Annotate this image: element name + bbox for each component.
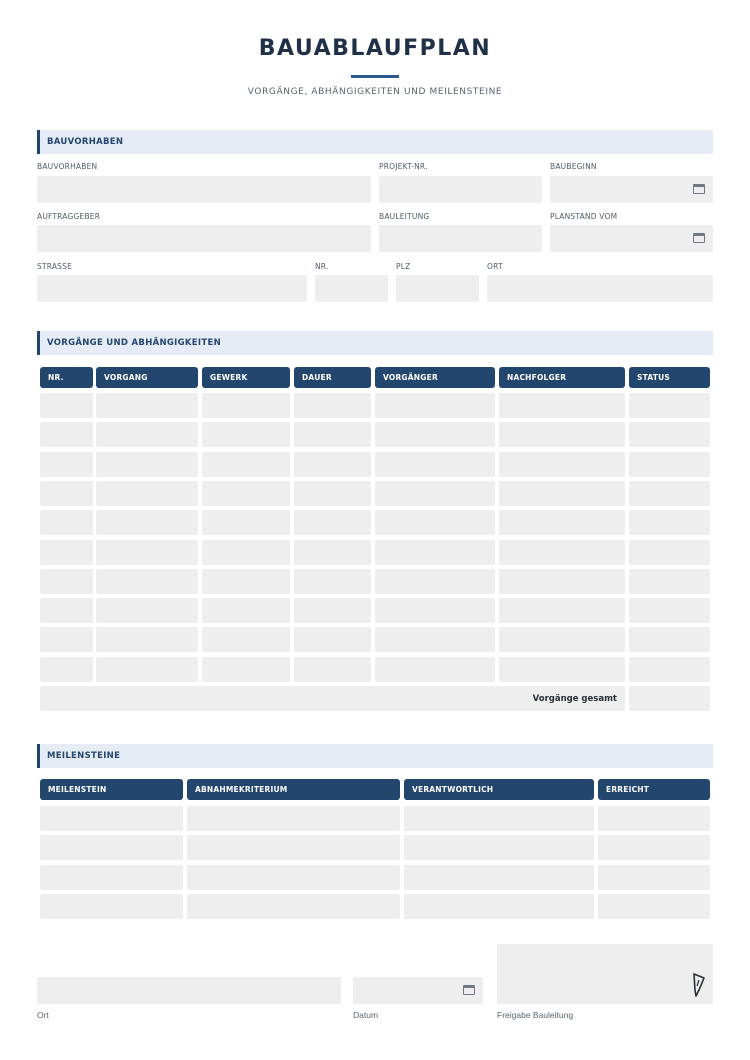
table-row-cell[interactable]	[629, 627, 710, 652]
calendar-icon[interactable]	[693, 233, 705, 243]
table-row-cell[interactable]	[629, 569, 710, 594]
total-value-field[interactable]	[629, 686, 710, 711]
section-header-vorgaenge	[37, 331, 713, 355]
milestone-row-cell[interactable]	[187, 806, 400, 831]
table-row-cell[interactable]	[629, 598, 710, 623]
table-row-cell[interactable]	[40, 422, 93, 447]
table-row-cell[interactable]	[375, 540, 495, 565]
table-row-cell[interactable]	[499, 657, 625, 682]
auftraggeber-field[interactable]	[37, 225, 371, 252]
section-title: MEILENSTEINE	[47, 751, 121, 761]
table-row-cell[interactable]	[499, 393, 625, 418]
column-header-label: VORGANG	[104, 373, 148, 382]
column-header	[629, 367, 710, 388]
nr-field[interactable]	[315, 275, 388, 302]
column-header	[375, 367, 495, 388]
table-row-cell[interactable]	[96, 481, 198, 506]
total-row	[40, 686, 625, 711]
datum-label: Datum	[353, 1010, 379, 1020]
column-header-label: GEWERK	[210, 373, 248, 382]
section-title: VORGÄNGE UND ABHÄNGIGKEITEN	[47, 338, 221, 348]
table-row-cell[interactable]	[96, 657, 198, 682]
calendar-icon[interactable]	[463, 985, 475, 995]
table-row-cell[interactable]	[202, 452, 290, 477]
plz-field[interactable]	[396, 275, 479, 302]
table-row-cell[interactable]	[294, 393, 371, 418]
table-row-cell[interactable]	[499, 422, 625, 447]
table-row-cell[interactable]	[375, 598, 495, 623]
table-row-cell[interactable]	[294, 422, 371, 447]
table-row-cell[interactable]	[96, 569, 198, 594]
column-header-label: DAUER	[302, 373, 332, 382]
table-row-cell[interactable]	[375, 569, 495, 594]
table-row-cell[interactable]	[375, 657, 495, 682]
column-header-label: ABNAHMEKRITERIUM	[195, 785, 288, 794]
table-row-cell[interactable]	[375, 510, 495, 535]
label-bauleitung: BAULEITUNG	[379, 212, 430, 221]
table-row-cell[interactable]	[294, 452, 371, 477]
column-header-label: MEILENSTEIN	[48, 785, 107, 794]
title-divider	[351, 75, 399, 78]
column-header-label: NR.	[48, 373, 64, 382]
milestone-row-cell[interactable]	[404, 894, 594, 919]
table-row-cell[interactable]	[499, 598, 625, 623]
table-row-cell[interactable]	[40, 569, 93, 594]
milestone-row-cell[interactable]	[187, 894, 400, 919]
table-row-cell[interactable]	[629, 422, 710, 447]
label-projekt-nr: PROJEKT-NR.	[379, 162, 428, 171]
table-row-cell[interactable]	[294, 510, 371, 535]
table-row-cell[interactable]	[202, 510, 290, 535]
table-row-cell[interactable]	[629, 481, 710, 506]
pen-icon	[691, 972, 707, 998]
table-row-cell[interactable]	[294, 627, 371, 652]
milestone-row-cell[interactable]	[40, 894, 183, 919]
ort-signature-label: Ort	[37, 1010, 49, 1020]
table-row-cell[interactable]	[629, 657, 710, 682]
table-row-cell[interactable]	[40, 627, 93, 652]
table-row-cell[interactable]	[202, 657, 290, 682]
column-header	[202, 367, 290, 388]
label-nr: NR.	[315, 262, 329, 271]
table-row-cell[interactable]	[375, 393, 495, 418]
table-row-cell[interactable]	[96, 540, 198, 565]
table-row-cell[interactable]	[294, 481, 371, 506]
column-header	[499, 367, 625, 388]
table-row-cell[interactable]	[499, 481, 625, 506]
column-header	[598, 779, 710, 800]
milestone-row-cell[interactable]	[404, 835, 594, 860]
table-row-cell[interactable]	[294, 540, 371, 565]
label-ort: ORT	[487, 262, 503, 271]
table-row-cell[interactable]	[202, 627, 290, 652]
label-plz: PLZ	[396, 262, 411, 271]
table-row-cell[interactable]	[629, 510, 710, 535]
column-header	[40, 779, 183, 800]
table-row-cell[interactable]	[294, 657, 371, 682]
milestone-row-cell[interactable]	[40, 835, 183, 860]
table-row-cell[interactable]	[202, 481, 290, 506]
table-row-cell[interactable]	[202, 598, 290, 623]
page-subtitle: VORGÄNGE, ABHÄNGIGKEITEN UND MEILENSTEINE	[247, 87, 503, 97]
table-row-cell[interactable]	[96, 452, 198, 477]
table-row-cell[interactable]	[499, 510, 625, 535]
milestone-row-cell[interactable]	[598, 806, 710, 831]
section-header-meilensteine	[37, 744, 713, 768]
milestone-row-cell[interactable]	[40, 865, 183, 890]
datum-field[interactable]	[353, 977, 483, 1004]
table-row-cell[interactable]	[96, 627, 198, 652]
table-row-cell[interactable]	[499, 540, 625, 565]
column-header	[96, 367, 198, 388]
column-header-label: NACHFOLGER	[507, 373, 567, 382]
total-label: Vorgänge gesamt	[532, 694, 617, 704]
table-row-cell[interactable]	[629, 452, 710, 477]
table-row-cell[interactable]	[96, 422, 198, 447]
table-row-cell[interactable]	[40, 598, 93, 623]
label-bauvorhaben: BAUVORHABEN	[37, 162, 98, 171]
milestone-row-cell[interactable]	[404, 865, 594, 890]
table-row-cell[interactable]	[40, 481, 93, 506]
column-header	[404, 779, 594, 800]
milestone-row-cell[interactable]	[187, 865, 400, 890]
column-header-label: STATUS	[637, 373, 670, 382]
table-row-cell[interactable]	[40, 452, 93, 477]
table-row-cell[interactable]	[629, 393, 710, 418]
table-row-cell[interactable]	[294, 598, 371, 623]
ort-field[interactable]	[487, 275, 713, 302]
column-header	[294, 367, 371, 388]
milestone-row-cell[interactable]	[598, 865, 710, 890]
label-planstand: PLANSTAND VOM	[550, 212, 618, 221]
column-header-label: VERANTWORTLICH	[412, 785, 494, 794]
section-header-bauvorhaben	[37, 130, 713, 154]
column-header	[40, 367, 93, 388]
label-baubeginn: BAUBEGINN	[550, 162, 597, 171]
table-row-cell[interactable]	[499, 569, 625, 594]
table-row-cell[interactable]	[40, 657, 93, 682]
section-title: BAUVORHABEN	[47, 137, 124, 147]
column-header	[187, 779, 400, 800]
bauvorhaben-field[interactable]	[37, 176, 371, 203]
table-row-cell[interactable]	[629, 540, 710, 565]
table-row-cell[interactable]	[202, 422, 290, 447]
calendar-icon[interactable]	[693, 184, 705, 194]
freigabe-label: Freigabe Bauleitung	[497, 1010, 574, 1020]
projekt-nr-field[interactable]	[379, 176, 542, 203]
milestone-row-cell[interactable]	[40, 806, 183, 831]
table-row-cell[interactable]	[40, 393, 93, 418]
table-row-cell[interactable]	[499, 452, 625, 477]
table-row-cell[interactable]	[375, 452, 495, 477]
table-row-cell[interactable]	[375, 481, 495, 506]
milestone-row-cell[interactable]	[598, 835, 710, 860]
column-header-label: ERREICHT	[606, 785, 650, 794]
table-row-cell[interactable]	[202, 540, 290, 565]
bauleitung-field[interactable]	[379, 225, 542, 252]
table-row-cell[interactable]	[202, 393, 290, 418]
baubeginn-field[interactable]	[550, 176, 713, 203]
table-row-cell[interactable]	[96, 393, 198, 418]
table-row-cell[interactable]	[96, 598, 198, 623]
table-row-cell[interactable]	[40, 540, 93, 565]
table-row-cell[interactable]	[499, 627, 625, 652]
planstand-field[interactable]	[550, 225, 713, 252]
table-row-cell[interactable]	[294, 569, 371, 594]
table-row-cell[interactable]	[202, 569, 290, 594]
table-row-cell[interactable]	[96, 510, 198, 535]
label-strasse: STRASSE	[37, 262, 73, 271]
page-title: BAUABLAUFPLAN	[258, 36, 492, 61]
strasse-field[interactable]	[37, 275, 307, 302]
milestone-row-cell[interactable]	[404, 806, 594, 831]
milestone-row-cell[interactable]	[598, 894, 710, 919]
freigabe-signature-field[interactable]	[497, 944, 713, 1004]
table-row-cell[interactable]	[40, 510, 93, 535]
ort-signature-field[interactable]	[37, 977, 341, 1004]
table-row-cell[interactable]	[375, 422, 495, 447]
table-row-cell[interactable]	[375, 627, 495, 652]
milestone-row-cell[interactable]	[187, 835, 400, 860]
label-auftraggeber: AUFTRAGGEBER	[37, 212, 101, 221]
column-header-label: VORGÄNGER	[383, 373, 438, 382]
